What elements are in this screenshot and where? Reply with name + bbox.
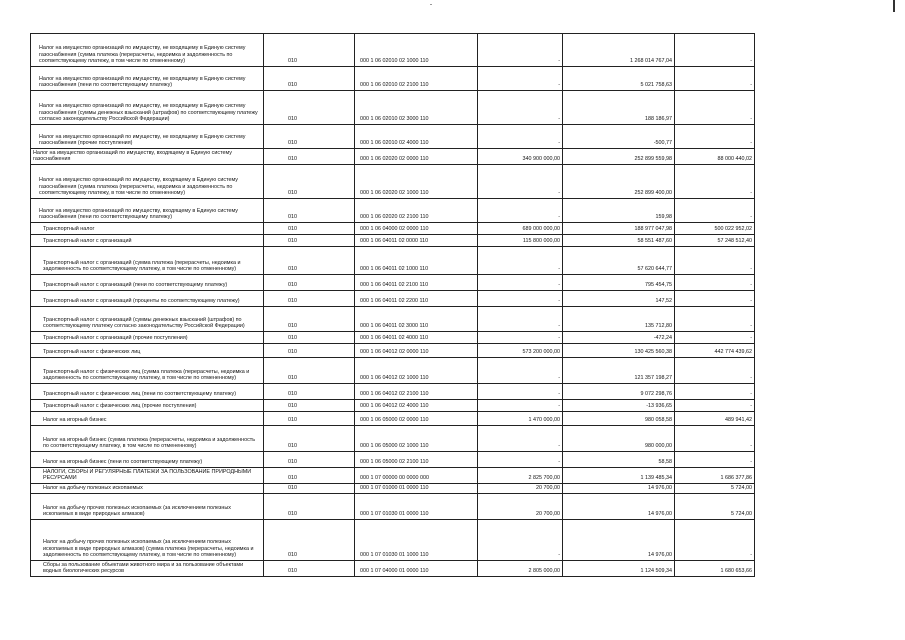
row-plan-cell: - <box>478 125 563 149</box>
row-kbk-cell: 000 1 06 04011 02 0000 110 <box>355 235 478 247</box>
row-code-cell: 010 <box>264 494 355 520</box>
row-remaining-cell: - <box>675 34 755 67</box>
row-plan-cell: - <box>478 332 563 344</box>
row-plan-cell: - <box>478 275 563 291</box>
row-executed-cell: 147,52 <box>563 291 675 307</box>
row-remaining-cell: 442 774 439,62 <box>675 344 755 358</box>
row-code-cell: 010 <box>264 307 355 332</box>
row-plan-cell: 2 805 000,00 <box>478 561 563 577</box>
table-row <box>31 235 755 247</box>
row-executed-cell: 188 977 047,98 <box>563 223 675 235</box>
row-kbk-cell: 000 1 07 04000 01 0000 110 <box>355 561 478 577</box>
table-row <box>31 426 755 452</box>
row-remaining-cell: 1 686 377,86 <box>675 468 755 484</box>
row-kbk-cell: 000 1 06 04011 02 1000 110 <box>355 247 478 275</box>
row-plan-cell: - <box>478 291 563 307</box>
table-row <box>31 358 755 384</box>
row-kbk-cell: 000 1 07 01000 01 0000 110 <box>355 484 478 494</box>
row-plan-cell: - <box>478 34 563 67</box>
row-remaining-cell: - <box>675 125 755 149</box>
row-kbk-cell: 000 1 06 05000 02 2100 110 <box>355 452 478 468</box>
row-kbk-cell: 000 1 07 00000 00 0000 000 <box>355 468 478 484</box>
row-code-cell: 010 <box>264 426 355 452</box>
row-code-cell: 010 <box>264 400 355 412</box>
row-code-cell: 010 <box>264 452 355 468</box>
row-name-cell: Налог на имущество организаций по имуществу, входящему в Единую систему газоснабжения (пени по соответствующему платежу) <box>31 199 264 223</box>
table-row <box>31 520 755 561</box>
row-plan-cell: 689 000 000,00 <box>478 223 563 235</box>
row-kbk-cell: 000 1 06 02020 02 2100 110 <box>355 199 478 223</box>
row-plan-cell: - <box>478 358 563 384</box>
row-code-cell: 010 <box>264 247 355 275</box>
row-name-cell: Транспортный налог с организаций <box>31 235 264 247</box>
table-row <box>31 125 755 149</box>
row-executed-cell: 980 058,58 <box>563 412 675 426</box>
row-name-cell: Транспортный налог с физических лиц (пени по соответствующему платежу) <box>31 384 264 400</box>
row-name-cell: Транспортный налог с организаций (сумма платежа (перерасчеты, недоимка и задолженность по соответствующему платежу, в том числе по отмененному) <box>31 247 264 275</box>
row-plan-cell: 20 700,00 <box>478 494 563 520</box>
table-row <box>31 199 755 223</box>
row-kbk-cell: 000 1 06 02010 02 4000 110 <box>355 125 478 149</box>
row-code-cell: 010 <box>264 468 355 484</box>
row-kbk-cell: 000 1 06 04012 02 1000 110 <box>355 358 478 384</box>
row-name-cell: Налог на добычу прочих полезных ископаемых (за исключением полезных ископаемых в виде природных алмазов) (сумма платежа (перерасчеты, недоимка и задолженность по соответствующему платежу, в том числе по отмененному) <box>31 520 264 561</box>
row-name-cell: Налог на игорный бизнес <box>31 412 264 426</box>
row-kbk-cell: 000 1 06 02020 02 1000 110 <box>355 165 478 199</box>
row-executed-cell: 795 454,75 <box>563 275 675 291</box>
row-kbk-cell: 000 1 06 02010 02 3000 110 <box>355 91 478 125</box>
row-executed-cell: 252 899 400,00 <box>563 165 675 199</box>
table-row <box>31 291 755 307</box>
row-name-cell: Транспортный налог с организаций (пени по соответствующему платежу) <box>31 275 264 291</box>
row-code-cell: 010 <box>264 125 355 149</box>
row-plan-cell: - <box>478 67 563 91</box>
row-remaining-cell: - <box>675 199 755 223</box>
table-row <box>31 384 755 400</box>
row-executed-cell: 135 712,80 <box>563 307 675 332</box>
row-kbk-cell: 000 1 06 04012 02 2100 110 <box>355 384 478 400</box>
row-name-cell: Транспортный налог с организаций (прочие поступления) <box>31 332 264 344</box>
row-executed-cell: 58 551 487,60 <box>563 235 675 247</box>
row-code-cell: 010 <box>264 275 355 291</box>
row-remaining-cell: 5 724,00 <box>675 494 755 520</box>
row-name-cell: Транспортный налог с организаций (суммы денежных взысканий (штрафов) по соответствующему платежу согласно законодательству Российской Федерации) <box>31 307 264 332</box>
table-row <box>31 494 755 520</box>
row-remaining-cell: 500 022 952,02 <box>675 223 755 235</box>
row-code-cell: 010 <box>264 91 355 125</box>
row-plan-cell: - <box>478 400 563 412</box>
row-name-cell: Налог на добычу прочих полезных ископаемых (за исключением полезных ископаемых в виде природных алмазов) <box>31 494 264 520</box>
row-plan-cell: 573 200 000,00 <box>478 344 563 358</box>
row-kbk-cell: 000 1 06 04000 02 0000 110 <box>355 223 478 235</box>
row-kbk-cell: 000 1 06 04011 02 2200 110 <box>355 291 478 307</box>
table-row <box>31 412 755 426</box>
row-plan-cell: 115 800 000,00 <box>478 235 563 247</box>
row-remaining-cell: - <box>675 332 755 344</box>
budget-revenue-table <box>30 33 755 577</box>
row-remaining-cell: 57 248 512,40 <box>675 235 755 247</box>
table-row <box>31 332 755 344</box>
table-row <box>31 91 755 125</box>
table-row <box>31 452 755 468</box>
row-name-cell: Транспортный налог с физических лиц (сумма платежа (перерасчеты, недоимка и задолженность по соответствующему платежу, в том числе по отмененному) <box>31 358 264 384</box>
row-kbk-cell: 000 1 06 02020 02 0000 110 <box>355 149 478 165</box>
row-code-cell: 010 <box>264 67 355 91</box>
row-plan-cell: - <box>478 247 563 275</box>
row-plan-cell: - <box>478 384 563 400</box>
row-executed-cell: 5 021 758,63 <box>563 67 675 91</box>
row-kbk-cell: 000 1 06 02010 02 1000 110 <box>355 34 478 67</box>
row-name-cell: Налог на имущество организаций по имуществу, не входящему в Единую систему газоснабжения (пени по соответствующему платежу) <box>31 67 264 91</box>
row-remaining-cell: - <box>675 520 755 561</box>
row-code-cell: 010 <box>264 412 355 426</box>
table-row <box>31 275 755 291</box>
row-name-cell: Налог на имущество организаций по имуществу, входящему в Единую систему газоснабжения (сумма платежа (перерасчеты, недоимка и задолженность по соответствующему платежу, в том числе по отмененному) <box>31 165 264 199</box>
row-executed-cell: -13 936,65 <box>563 400 675 412</box>
row-kbk-cell: 000 1 07 01030 01 0000 110 <box>355 494 478 520</box>
table-row <box>31 344 755 358</box>
row-executed-cell: 980 000,00 <box>563 426 675 452</box>
row-code-cell: 010 <box>264 344 355 358</box>
row-plan-cell: 2 825 700,00 <box>478 468 563 484</box>
row-code-cell: 010 <box>264 291 355 307</box>
row-executed-cell: 1 268 014 767,04 <box>563 34 675 67</box>
row-remaining-cell: - <box>675 384 755 400</box>
table-row <box>31 484 755 494</box>
row-plan-cell: - <box>478 165 563 199</box>
row-executed-cell: 57 620 644,77 <box>563 247 675 275</box>
table-row <box>31 307 755 332</box>
row-code-cell: 010 <box>264 561 355 577</box>
row-code-cell: 010 <box>264 223 355 235</box>
row-kbk-cell: 000 1 06 04012 02 0000 110 <box>355 344 478 358</box>
row-name-cell: Налог на имущество организаций по имуществу, не входящему в Единую систему газоснабжения (прочие поступления) <box>31 125 264 149</box>
row-remaining-cell: - <box>675 165 755 199</box>
row-kbk-cell: 000 1 06 04011 02 3000 110 <box>355 307 478 332</box>
row-code-cell: 010 <box>264 34 355 67</box>
row-executed-cell: 1 124 509,34 <box>563 561 675 577</box>
row-remaining-cell: - <box>675 275 755 291</box>
row-plan-cell: - <box>478 307 563 332</box>
row-code-cell: 010 <box>264 165 355 199</box>
row-remaining-cell: 5 724,00 <box>675 484 755 494</box>
table-row <box>31 247 755 275</box>
row-remaining-cell: - <box>675 358 755 384</box>
row-name-cell: Транспортный налог с физических лиц <box>31 344 264 358</box>
scan-mark <box>430 4 432 5</box>
table-row <box>31 400 755 412</box>
row-plan-cell: - <box>478 91 563 125</box>
row-name-cell: Налог на игорный бизнес (пени по соответствующему платежу) <box>31 452 264 468</box>
row-remaining-cell: - <box>675 307 755 332</box>
row-name-cell: Транспортный налог <box>31 223 264 235</box>
table-row <box>31 223 755 235</box>
row-name-cell: Налог на имущество организаций по имуществу, не входящему в Единую систему газоснабжения (сумма платежа (перерасчеты, недоимка и задолженность по соответствующему платежу, в том числе по отмененному) <box>31 34 264 67</box>
row-plan-cell: - <box>478 199 563 223</box>
row-kbk-cell: 000 1 06 02010 02 2100 110 <box>355 67 478 91</box>
table-row <box>31 149 755 165</box>
table-row <box>31 468 755 484</box>
row-remaining-cell: - <box>675 426 755 452</box>
row-plan-cell: 1 470 000,00 <box>478 412 563 426</box>
row-executed-cell: 14 976,00 <box>563 494 675 520</box>
row-code-cell: 010 <box>264 520 355 561</box>
row-code-cell: 010 <box>264 358 355 384</box>
row-executed-cell: 188 186,97 <box>563 91 675 125</box>
row-name-cell: Налог на игорный бизнес (сумма платежа (перерасчеты, недоимка и задолженность по соответствующему платежу, в том числе по отмененному) <box>31 426 264 452</box>
row-executed-cell: -472,24 <box>563 332 675 344</box>
row-code-cell: 010 <box>264 149 355 165</box>
row-plan-cell: 20 700,00 <box>478 484 563 494</box>
row-remaining-cell: 1 680 653,66 <box>675 561 755 577</box>
row-executed-cell: 159,98 <box>563 199 675 223</box>
row-name-cell: Транспортный налог с организаций (проценты по соответствующему платежу) <box>31 291 264 307</box>
row-remaining-cell: 88 000 440,02 <box>675 149 755 165</box>
row-plan-cell: - <box>478 452 563 468</box>
row-kbk-cell: 000 1 06 04012 02 4000 110 <box>355 400 478 412</box>
row-name-cell: Сборы за пользование объектами животного мира и за пользование объектами водных биологических ресурсов <box>31 561 264 577</box>
row-code-cell: 010 <box>264 484 355 494</box>
row-name-cell: НАЛОГИ, СБОРЫ И РЕГУЛЯРНЫЕ ПЛАТЕЖИ ЗА ПОЛЬЗОВАНИЕ ПРИРОДНЫМИ РЕСУРСАМИ <box>31 468 264 484</box>
table-row <box>31 165 755 199</box>
page-edge-mark <box>893 0 895 12</box>
row-code-cell: 010 <box>264 199 355 223</box>
row-remaining-cell: - <box>675 247 755 275</box>
row-executed-cell: 252 899 559,98 <box>563 149 675 165</box>
row-remaining-cell: - <box>675 91 755 125</box>
row-executed-cell: 14 976,00 <box>563 484 675 494</box>
row-executed-cell: 58,58 <box>563 452 675 468</box>
row-executed-cell: 121 357 198,27 <box>563 358 675 384</box>
row-code-cell: 010 <box>264 332 355 344</box>
row-code-cell: 010 <box>264 384 355 400</box>
table-row <box>31 34 755 67</box>
row-remaining-cell: - <box>675 400 755 412</box>
row-name-cell: Налог на добычу полезных ископаемых <box>31 484 264 494</box>
row-remaining-cell: - <box>675 452 755 468</box>
row-executed-cell: 1 139 485,34 <box>563 468 675 484</box>
row-remaining-cell: - <box>675 291 755 307</box>
row-executed-cell: 130 425 560,38 <box>563 344 675 358</box>
row-kbk-cell: 000 1 07 01030 01 1000 110 <box>355 520 478 561</box>
row-executed-cell: -500,77 <box>563 125 675 149</box>
row-plan-cell: 340 900 000,00 <box>478 149 563 165</box>
row-kbk-cell: 000 1 06 04011 02 2100 110 <box>355 275 478 291</box>
row-name-cell: Транспортный налог с физических лиц (прочие поступления) <box>31 400 264 412</box>
row-name-cell: Налог на имущество организаций по имуществу, не входящему в Единую систему газоснабжения (суммы денежных взысканий (штрафов) по соответствующему платежу согласно законодательству Российской Федерации) <box>31 91 264 125</box>
row-code-cell: 010 <box>264 235 355 247</box>
row-plan-cell: - <box>478 426 563 452</box>
row-executed-cell: 14 976,00 <box>563 520 675 561</box>
table-row <box>31 561 755 577</box>
row-kbk-cell: 000 1 06 05000 02 1000 110 <box>355 426 478 452</box>
row-remaining-cell: 489 941,42 <box>675 412 755 426</box>
row-remaining-cell: - <box>675 67 755 91</box>
table-row <box>31 67 755 91</box>
row-kbk-cell: 000 1 06 04011 02 4000 110 <box>355 332 478 344</box>
row-plan-cell: - <box>478 520 563 561</box>
row-executed-cell: 9 072 298,76 <box>563 384 675 400</box>
row-name-cell: Налог на имущество организаций по имуществу, входящему в Единую систему газоснабжения <box>31 149 264 165</box>
row-kbk-cell: 000 1 06 05000 02 0000 110 <box>355 412 478 426</box>
